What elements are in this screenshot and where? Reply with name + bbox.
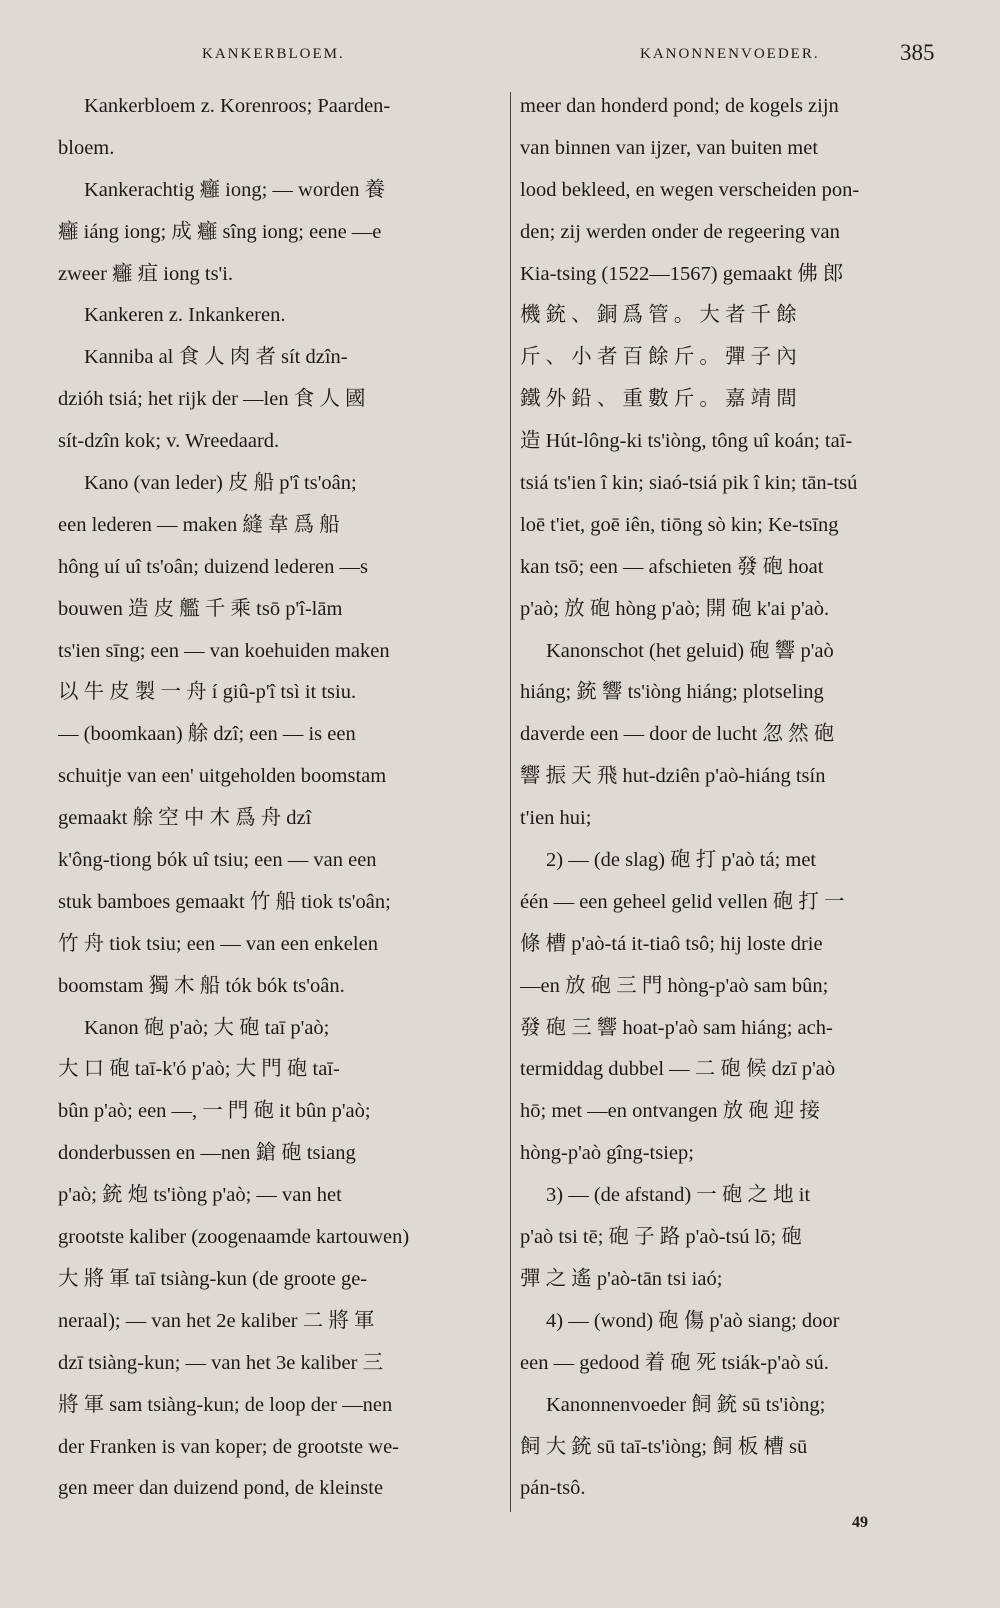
left-column xyxy=(58,86,498,1510)
text-line: Kanonnenvoeder 飼 銃 sū ts'iòng; xyxy=(546,1393,826,1416)
text-line: Kankeren z. Inkankeren. xyxy=(84,304,286,327)
text-line: lood bekleed, en wegen verscheiden pon- xyxy=(520,178,860,201)
text-line: 2) — (de slag) 砲 打 p'aò tá; met xyxy=(546,849,817,872)
text-line: 響 振 天 飛 hut-dziên p'aò-hiáng tsín xyxy=(520,765,826,788)
text-line: neraal); — van het 2e kaliber 二 將 軍 xyxy=(58,1309,375,1332)
text-line: p'aò; 銃 炮 ts'iòng p'aò; — van het xyxy=(58,1184,342,1207)
text-line: een lederen — maken 縫 韋 爲 船 xyxy=(58,513,340,536)
text-line: hông uí uî ts'oân; duizend lederen —s xyxy=(58,555,368,578)
text-line: schuitje van een' uitgeholden boomstam xyxy=(58,765,387,788)
text-line: 以 牛 皮 製 一 舟 í giû-p'î tsì it tsiu. xyxy=(58,681,357,704)
text-line: één — een geheel gelid vellen 砲 打 一 xyxy=(520,890,845,913)
text-line: p'aò; 放 砲 hòng p'aò; 開 砲 k'ai p'aò. xyxy=(520,597,830,620)
right-column xyxy=(520,86,950,1510)
text-line: boomstam 獨 木 船 tók bók ts'oân. xyxy=(58,974,345,997)
running-head-left: KANKERBLOEM. xyxy=(202,46,345,62)
text-line: meer dan honderd pond; de kogels zijn xyxy=(520,95,839,117)
text-line: dzióh tsiá; het rijk der —len 食 人 國 xyxy=(58,388,366,411)
text-line: 將 軍 sam tsiàng-kun; de loop der —nen xyxy=(58,1393,393,1416)
text-line: hiáng; 銃 響 ts'iòng hiáng; plotseling xyxy=(520,681,824,704)
page-number: 385 xyxy=(900,40,935,65)
text-line: 飼 大 銃 sū taī-ts'iòng; 飼 板 槽 sū xyxy=(520,1435,808,1458)
text-line: tsiá ts'ien î kin; siaó-tsiá pik î kin; tān-tsú xyxy=(520,472,858,495)
text-line: loē t'iet, goē iên, tiōng sò kin; Ke-tsīng xyxy=(520,513,839,536)
text-line: 大 將 軍 taī tsiàng-kun (de groote ge- xyxy=(58,1267,368,1290)
text-line: 大 口 砲 taī-k'ó p'aò; 大 門 砲 taī- xyxy=(58,1058,340,1081)
text-line: bouwen 造 皮 艦 千 乘 tsō p'î-lām xyxy=(58,597,343,620)
text-line: Kanonschot (het geluid) 砲 響 p'aò xyxy=(546,639,834,662)
text-line: grootste kaliber (zoogenaamde kartouwen) xyxy=(58,1226,410,1249)
text-line: den; zij werden onder de regeering van xyxy=(520,220,840,243)
text-line: 造 Hút-lông-ki ts'iòng, tông uî koán; taī- xyxy=(520,430,853,453)
text-line: Kanniba al 食 人 肉 者 sít dzîn- xyxy=(84,346,348,369)
text-line: hō; met —en ontvangen 放 砲 迎 接 xyxy=(520,1100,821,1123)
text-line: Kia-tsing (1522—1567) gemaakt 佛 郎 xyxy=(520,262,844,285)
text-line: sít-dzîn kok; v. Wreedaard. xyxy=(58,430,280,453)
text-line: hòng-p'aò gîng-tsiep; xyxy=(520,1142,694,1165)
text-line: 3) — (de afstand) 一 砲 之 地 it xyxy=(546,1184,811,1207)
text-line: 機 銃 、 銅 爲 管 。 大 者 千 餘 xyxy=(520,304,797,327)
running-head-right: KANONNENVOEDER. xyxy=(640,46,820,62)
text-line: Kano (van leder) 皮 船 p'î ts'oân; xyxy=(84,472,357,495)
text-line: een — gedood 着 砲 死 tsiák-p'aò sú. xyxy=(520,1351,829,1374)
text-line: kan tsō; een — afschieten 發 砲 hoat xyxy=(520,555,824,578)
text-line: p'aò tsi tē; 砲 子 路 p'aò-tsú lō; 砲 xyxy=(520,1226,802,1249)
text-line: 條 槽 p'aò-tá it-tiaô tsô; hij loste drie xyxy=(520,932,823,955)
text-line: t'ien hui; xyxy=(520,807,592,830)
text-line: bloem. xyxy=(58,136,115,159)
text-line: donderbussen en —nen 鎗 砲 tsiang xyxy=(58,1142,356,1165)
text-line: —en 放 砲 三 門 hòng-p'aò sam bûn; xyxy=(520,974,829,997)
text-line: Kankerachtig 癰 iong; — worden 養 xyxy=(84,178,386,201)
text-line: 4) — (wond) 砲 傷 p'aò siang; door xyxy=(546,1309,840,1332)
text-line: ts'ien sīng; een — van koehuiden maken xyxy=(58,639,390,662)
text-line: stuk bamboes gemaakt 竹 船 tiok ts'oân; xyxy=(58,890,391,913)
text-line: dzī tsiàng-kun; — van het 3e kaliber 三 xyxy=(58,1351,384,1374)
text-line: 發 砲 三 響 hoat-p'aò sam hiáng; ach- xyxy=(520,1016,833,1039)
text-line: gemaakt 艅 空 中 木 爲 舟 dzî xyxy=(58,807,312,830)
text-line: termiddag dubbel — 二 砲 候 dzī p'aò xyxy=(520,1058,836,1081)
text-line: Kanon 砲 p'aò; 大 砲 taī p'aò; xyxy=(84,1016,330,1039)
text-line: — (boomkaan) 艅 dzî; een — is een xyxy=(58,723,356,746)
text-line: k'ông-tiong bók uî tsiu; een — van een xyxy=(58,849,377,872)
text-line: gen meer dan duizend pond, de kleinste xyxy=(58,1477,384,1500)
text-line: Kankerbloem z. Korenroos; Paarden- xyxy=(84,95,391,117)
text-line: bûn p'aò; een —, 一 門 砲 it bûn p'aò; xyxy=(58,1100,371,1123)
text-line: der Franken is van koper; de grootste we- xyxy=(58,1435,399,1458)
signature-number: 49 xyxy=(852,1514,868,1531)
text-line: zweer 癰 疽 iong ts'i. xyxy=(58,262,234,285)
text-line: 彈 之 遙 p'aò-tān tsi iaó; xyxy=(520,1267,723,1290)
text-line: 癰 iáng iong; 成 癰 sîng iong; eene —e xyxy=(58,220,382,243)
text-line: 鐵 外 鉛 、 重 數 斤 。 嘉 靖 間 xyxy=(520,388,797,411)
text-line: daverde een — door de lucht 忽 然 砲 xyxy=(520,723,835,746)
text-line: pán-tsô. xyxy=(520,1477,586,1500)
column-divider xyxy=(510,92,511,1512)
text-line: van binnen van ijzer, van buiten met xyxy=(520,136,819,159)
text-line: 竹 舟 tiok tsiu; een — van een enkelen xyxy=(58,932,378,955)
text-line: 斤 、 小 者 百 餘 斤 。 彈 子 內 xyxy=(520,346,797,369)
